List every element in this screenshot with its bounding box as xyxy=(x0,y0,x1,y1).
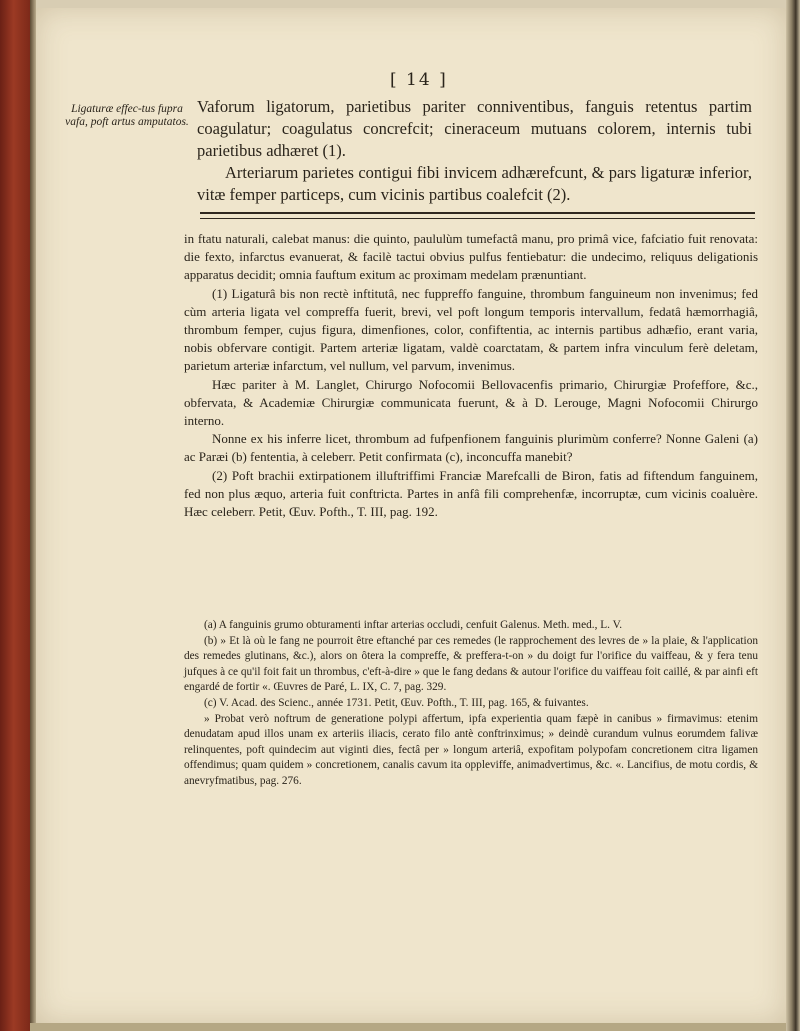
book-spine xyxy=(0,0,30,1031)
right-page-edge xyxy=(786,0,800,1031)
margin-note: Ligaturæ effec-tus fupra vafa, poft artus amputatos. xyxy=(65,103,189,128)
bottom-page-edge xyxy=(30,1023,786,1031)
page-number: [ 14 ] xyxy=(390,70,448,90)
main-paragraph-1: Vaforum ligatorum, parietibus pariter conniventibus, fanguis retentus partim coagulatur; coagulatus concrefcit; cineraceum mutuans colorem, internis tubi parietibus adhæret (1). xyxy=(197,97,752,160)
subnote-c: (c) V. Acad. des Scienc., année 1731. Petit, Œuv. Pofth., T. III, pag. 165, & fuivantes. xyxy=(204,696,589,709)
footnote-1c: Nonne ex his inferre licet, thrombum ad fufpenfionem fanguinis plurimùm conferre? Nonne Galeni (a) ac Paræi (b) fententia, à celeberr. Petit confirmata (c), inconcuffa manebit? xyxy=(184,431,758,465)
footnote-1b: Hæc pariter à M. Langlet, Chirurgo Nofocomii Bellovacenfis primario, Chirurgiæ Profeffore, &c., obfervata, & Academiæ Chirurgiæ communicata fuerunt, & à D. Lerouge, Magni Nofocomii Chirurgo interno. xyxy=(184,376,758,429)
footnote-2: (2) Poft brachii extirpationem illuftriffimi Franciæ Marefcalli de Biron, fatis ad fiftendum fanguinem, fed non plus æquo, arteria fuit conftricta. Partes in anfâ fili comprehenfæ, incorruptæ, cum vicinis coaluère. Hæc celeberr. Petit, Œuv. Pofth., T. III, pag. 192. xyxy=(184,467,758,520)
subnote-a: (a) A fanguinis grumo obturamenti inftar arterias occludi, cenfuit Galenus. Meth. med., L. V. xyxy=(204,619,623,631)
footnote-intro: in ftatu naturali, calebat manus: die quinto, paululùm tumefactâ manu, pro primâ vice, fafciatio fuit renovata: die fexto, infarctus evanuerat, & facilè tactui obvius pulfus fentiebatur: die undecimo, reliquus deligationis apparatus decidit; omnia fauftum exitum ac proximam medelam prænuntiant. xyxy=(184,231,758,283)
subnote-c-quote: » Probat verò noftrum de generatione polypi affertum, ipfa experientia quam fæpè in canibus » firmavimus: etenim denudatam apud illos unam ex arteriis iliacis, cerato filo antè conftrinximus; » deindè curandum vulnus eorumdem falivæ relinquentes, poft quindecim aut viginti dies, fectâ per » longum arteriâ, expofitam polypofam concretionem citra ligamen offendimus; quam quidem » concretionem, canalis cavum ita oppleviffe, animadvertimus, &c. «. Lancifius, de motu cordis, & anevryfmatibus, pag. 276. xyxy=(184,712,758,787)
main-paragraph-2: Arteriarum parietes contigui fibi invicem adhærefcunt, & pars ligaturæ inferior, vitæ femper particeps, cum vicinis partibus coalefcit (2). xyxy=(197,163,752,204)
footnote-1: (1) Ligaturâ bis non rectè inftitutâ, nec fuppreffo fanguine, thrombum fanguineum non invenimus; fed cùm arteria ligata vel compreffa fuerit, brevi, vel poft longum temporis intervallum, fedatâ hæmorrhagiâ, thrombum femper, cujus figura, dimenfiones, color, confiftentia, ac internis partibus adhæfio, erant varia, nobis obfervare contigit. Partem arteriæ ligatam, valdè coarctatam, & partem infra vinculum ferè deletam, parietum arteriæ infarctum, vel nullum, vel parvum, invenimus. xyxy=(184,285,758,374)
footnote-divider xyxy=(200,212,755,219)
subnote-b: (b) » Et là où le fang ne pourroit être eftanché par ces remedes (le rapprochement des levres de » la plaie, & l'application des remedes glutinans, &c.), alors on ôtera la compreffe, & preffera-t-on » du doigt fur l'orifice du vaiffeau, & y fera tenu jufques à ce qu'il foit fait un thrombus, c'eft-à-dire » que le fang dedans & autour l'orifice du vaiffeau foit caillé, & par ainfi eft engardé de fortir «. Œuvres de Paré, L. IX, C. 7, pag. 329. xyxy=(184,634,758,694)
footnotes xyxy=(184,230,758,521)
main-text xyxy=(197,96,752,206)
sub-footnotes xyxy=(184,618,758,790)
